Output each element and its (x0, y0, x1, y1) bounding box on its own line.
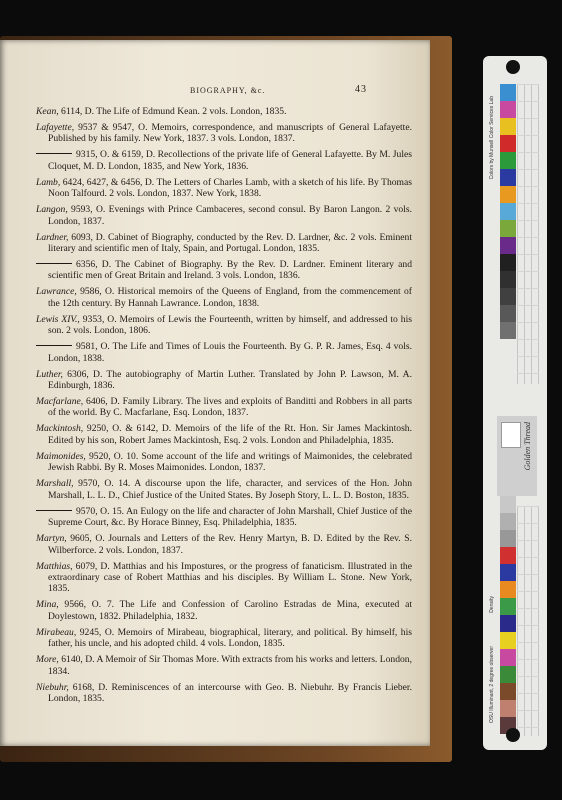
entry-text: 9570, O. 15. An Eulogy on the life and character of John Marshall, Chief Justice of the Supreme Court, &c. By Horace Binney, Esq. Philadelphia, 1835. (48, 505, 412, 529)
entry-name: Niebuhr, (36, 681, 69, 693)
entry-text: 9566, O. 7. The Life and Confession of Carolino Estradas de Mina, executed at Doylestown, 1832. Philadelphia, 1832. (48, 599, 412, 622)
entry-name: More, (36, 654, 59, 666)
ditto-dash (36, 345, 72, 346)
ditto-dash (36, 153, 72, 154)
catalog-entry (36, 396, 412, 419)
entry-name: Lawrance, (36, 286, 77, 298)
catalog-entry (36, 423, 412, 446)
color-swatch (500, 649, 516, 666)
color-swatches-bottom (500, 496, 516, 734)
entry-name: Lamb, (36, 176, 61, 188)
color-swatch (500, 118, 516, 135)
entry-text: 9586, O. Historical memoirs of the Queens of England, from the commencement of the 12th century. By Hannah Lawrance. London, 1838. (48, 286, 412, 309)
brand-script: Golden Thread (523, 422, 532, 471)
color-swatch (500, 513, 516, 530)
color-swatch (500, 598, 516, 615)
entry-text: 9537 & 9547, O. Memoirs, correspondence, and manuscripts of General Lafayette. Published by his family. New York, 1837. 3 vols. London, 1837. (48, 122, 412, 145)
catalog-entry (36, 122, 412, 145)
bar-label-top: Colors by Munsell Color Services Lab (489, 96, 495, 180)
catalog-entry (36, 369, 412, 392)
catalog-entry (36, 341, 412, 364)
color-swatches-top (500, 84, 516, 339)
catalog-entry (36, 314, 412, 337)
entry-text: 6093, D. Cabinet of Biography, conducted by the Rev. D. Lardner, &c. 2 vols. Eminent literary and scientific men of Italy, Spain, and Portugal. London, 1835. (48, 231, 412, 255)
entry-text: 9581, O. The Life and Times of Louis the Fourteenth. By G. P. R. James, Esq. 4 vols. London, 1838. (48, 341, 412, 364)
catalog-entry (36, 478, 412, 501)
color-swatch (500, 700, 516, 717)
color-swatch (500, 615, 516, 632)
entry-text: 6168, D. Reminiscences of an intercourse with Geo. B. Niebuhr. By Francis Lieber. London, 1835. (48, 681, 412, 704)
entry-text: 9315, O. & 6159, D. Recollections of the private life of General Lafayette. By M. Jules Cloquet, M. D. London, 1835, and New York, 1836. (48, 149, 412, 172)
entry-text: 6406, D. Family Library. The lives and exploits of Banditti and Robbers in all parts of the world. By C. Macfarlane, Esq. London, 1837. (48, 396, 412, 419)
mount-hole-top-icon (506, 60, 520, 74)
catalog-entry (36, 232, 412, 255)
catalog-entry (36, 259, 412, 282)
color-swatch (500, 632, 516, 649)
entry-name: Macfarlane, (36, 396, 84, 408)
color-swatch (500, 322, 516, 339)
color-swatch (500, 271, 516, 288)
color-swatch (500, 530, 516, 547)
entry-name: Lewis XIV., (36, 313, 80, 325)
entry-text: 6306, D. The autobiography of Martin Luther. Translated by John P. Lawson, M. A. Edinburgh, 1836. (48, 368, 412, 392)
catalog-entry (36, 177, 412, 200)
color-swatch (500, 152, 516, 169)
page-number: 43 (355, 84, 367, 95)
color-swatch (500, 101, 516, 118)
catalog-entry (36, 451, 412, 474)
density-grid-top (517, 84, 539, 384)
entry-list (36, 106, 412, 709)
entry-name: Marshall, (36, 478, 74, 490)
color-swatch (500, 84, 516, 101)
catalog-entry (36, 599, 412, 622)
color-swatch (500, 666, 516, 683)
entry-name: Mirabeau, (36, 626, 77, 638)
running-head (0, 84, 430, 98)
catalog-entry (36, 654, 412, 677)
color-swatch (500, 581, 516, 598)
bar-label-density: Density (489, 596, 495, 613)
entry-name: Luther, (36, 368, 63, 380)
color-calibration-bar (483, 56, 547, 750)
entry-text: 6079, D. Matthias and his Impostures, or the progress of fanaticism. Illustrated in the extraordinary case of Robert Matthias and his disciples. By William L. Stone. New York, 1835. (48, 560, 412, 595)
catalog-entry (36, 106, 412, 117)
entry-text: 9245, O. Memoirs of Mirabeau, biographical, literary, and political. By himself, his father, his uncle, and his adopted child. 4 vols. London, 1835. (48, 626, 412, 650)
color-swatch (500, 237, 516, 254)
entry-text: 9520, O. 10. Some account of the life and writings of Maimonides, the celebrated Jewish Rabbi. By R. Moses Maimonides. London, 1837. (48, 450, 412, 474)
entry-name: Mina, (36, 599, 59, 611)
entry-text: 9605, O. Journals and Letters of the Rev. Henry Martyn, B. D. Edited by the Rev. S. Wilberforce. 2 vols. London, 1837. (48, 533, 412, 556)
entry-name: Lardner, (36, 231, 69, 243)
entry-text: 6424, 6427, & 6456, D. The Letters of Charles Lamb, with a sketch of his life. By Thomas Noon Talfourd. 2 vols. London, 1837. New York, 1838. (48, 176, 412, 200)
entry-text: 6356, D. The Cabinet of Biography. By the Rev. D. Lardner. Eminent literary and scientific men of Great Britain and Ireland. 3 vols. London, 1836. (48, 259, 412, 282)
color-swatch (500, 496, 516, 513)
entry-name: Matthias, (36, 560, 73, 572)
entry-text: 6114, D. The Life of Edmund Kean. 2 vols. London, 1835. (58, 106, 287, 117)
color-swatch (500, 169, 516, 186)
entry-text: 9593, O. Evenings with Prince Cambaceres, second consul. By Baron Langon. 2 vols. London, 1837. (48, 204, 412, 227)
entry-text: 9353, O. Memoirs of Lewis the Fourteenth, written by himself, and addressed to his son. 2 vols. London, 1806. (48, 313, 412, 337)
catalog-entry (36, 627, 412, 650)
color-swatch (500, 220, 516, 237)
mount-hole-bottom-icon (506, 728, 520, 742)
color-swatch (500, 135, 516, 152)
color-swatch (500, 186, 516, 203)
catalog-entry (36, 506, 412, 529)
entry-text: 9570, O. 14. A discourse upon the life, character, and services of the Hon. John Marshall, L. L. D., Chief Justice of the United States. By Joseph Story, L. L. D. Boston, 1835. (48, 478, 412, 501)
catalog-entry (36, 204, 412, 227)
catalog-entry (36, 682, 412, 705)
bar-label-bottom: OSU Illuminant, 2 degree observer (489, 646, 495, 723)
entry-name: Langon, (36, 204, 68, 216)
catalog-entry (36, 149, 412, 172)
entry-name: Kean, (36, 106, 59, 117)
entry-text: 6140, D. A Memoir of Sir Thomas More. With extracts from his works and letters. London, 1834. (48, 654, 412, 677)
ditto-dash (36, 263, 72, 264)
color-swatch (500, 288, 516, 305)
target-logo-icon (501, 422, 521, 448)
entry-name: Mackintosh, (36, 423, 84, 435)
color-swatch (500, 547, 516, 564)
color-swatch (500, 564, 516, 581)
entry-name: Maimonides, (36, 450, 86, 462)
book-page (0, 40, 430, 746)
color-swatch (500, 305, 516, 322)
catalog-entry (36, 533, 412, 556)
target-brand-panel (497, 416, 537, 496)
entry-name: Martyn, (36, 533, 67, 545)
ditto-dash (36, 510, 72, 511)
running-head-title: BIOGRAPHY, &c. (190, 86, 266, 95)
density-grid-bottom (517, 506, 539, 736)
entry-text: 9250, O. & 6142, D. Memoirs of the life of the Rt. Hon. Sir James Mackintosh. Edited by his son, Robert James Mackintosh, Esq. 2 vols. London and Philadelphia, 1835. (48, 423, 412, 446)
color-swatch (500, 683, 516, 700)
entry-name: Lafayette, (36, 122, 75, 133)
color-swatch (500, 254, 516, 271)
color-swatch (500, 203, 516, 220)
catalog-entry (36, 561, 412, 595)
catalog-entry (36, 286, 412, 309)
